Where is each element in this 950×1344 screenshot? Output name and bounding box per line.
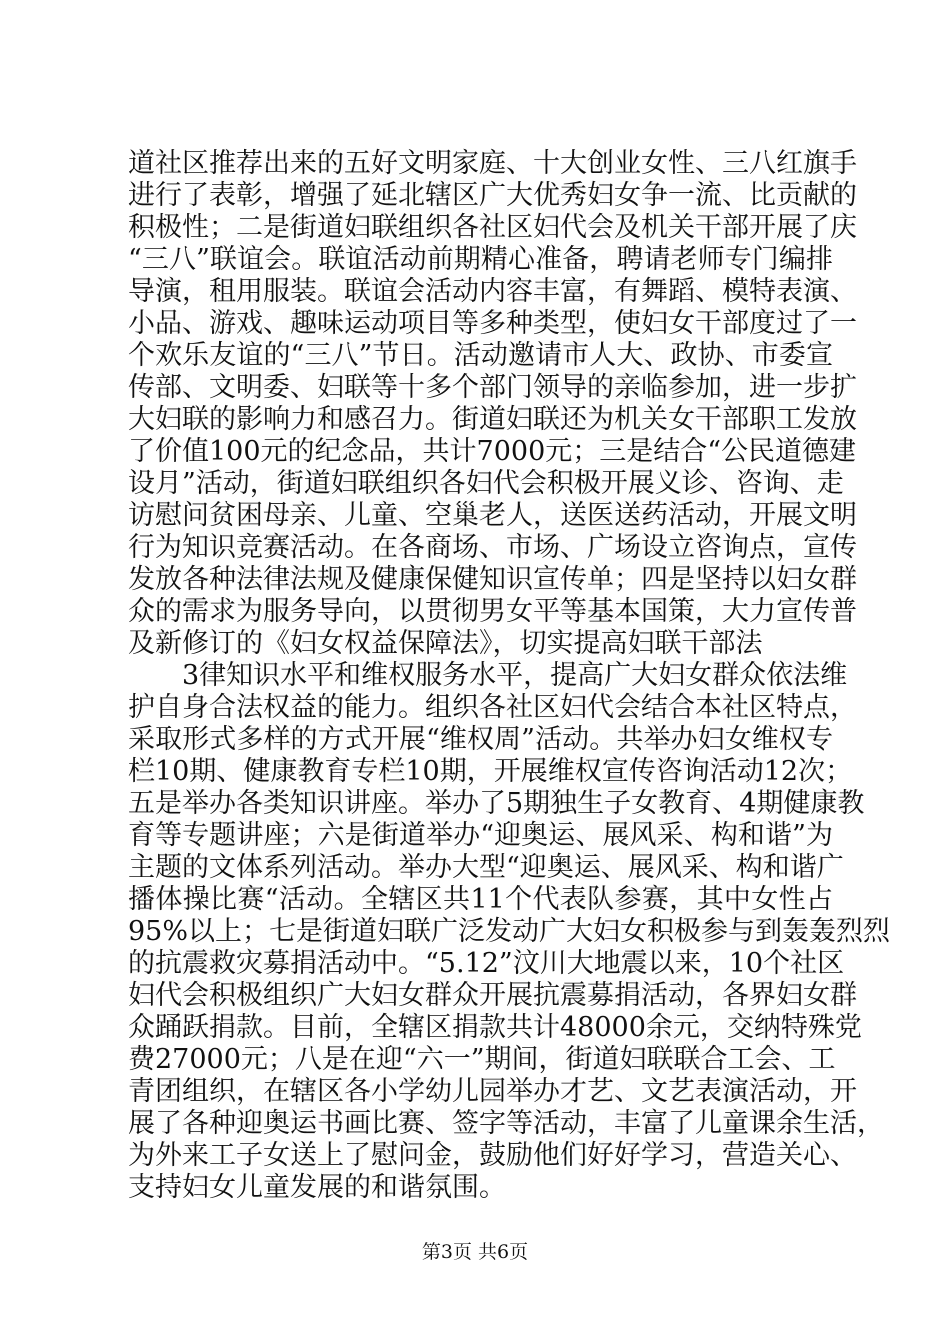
text-line: 展了各种迎奥运书画比赛、签字等活动，丰富了儿童课余生活， — [128, 1108, 884, 1139]
text-line: 95%以上；七是街道妇联广泛发动广大妇女积极参与到轰轰烈烈 — [128, 916, 891, 947]
text-line: 费27000元；八是在迎“六一”期间，街道妇联联合工会、工 — [128, 1044, 836, 1075]
text-line: 进行了表彰，增强了延北辖区广大优秀妇女争一流、比贡献的 — [128, 180, 857, 211]
text-line: 妇代会积极组织广大妇女群众开展抗震募捐活动，各界妇女群 — [128, 980, 857, 1011]
text-line: 青团组织，在辖区各小学幼儿园举办才艺、文艺表演活动，开 — [128, 1076, 857, 1107]
paragraph-start-line: 3律知识水平和维权服务水平，提高广大妇女群众依法维 — [182, 660, 848, 691]
text-line: 个欢乐友谊的“三八”节日。活动邀请市人大、政协、市委宣 — [128, 340, 833, 371]
text-line: 支持妇女儿童发展的和谐氛围。 — [128, 1172, 506, 1203]
text-line: 主题的文体系列活动。举办大型“迎奥运、展风采、构和谐广 — [128, 852, 844, 883]
text-line: “三八”联谊会。联谊活动前期精心准备，聘请老师专门编排 — [128, 244, 833, 275]
text-line: 栏10期、健康教育专栏10期，开展维权宣传咨询活动12次； — [128, 756, 853, 787]
text-line: 采取形式多样的方式开展“维权周”活动。共举办妇女维权专 — [128, 724, 833, 755]
text-line: 了价值100元的纪念品，共计7000元；三是结合“公民道德建 — [128, 436, 857, 467]
text-line: 道社区推荐出来的五好文明家庭、十大创业女性、三八红旗手 — [128, 148, 857, 179]
text-line: 积极性；二是街道妇联组织各社区妇代会及机关干部开展了庆 — [128, 212, 857, 243]
text-line: 众踊跃捐款。目前，全辖区捐款共计48000余元，交纳特殊党 — [128, 1012, 862, 1043]
text-line: 大妇联的影响力和感召力。街道妇联还为机关女干部职工发放 — [128, 404, 857, 435]
document-body — [128, 148, 891, 1204]
text-line: 众的需求为服务导向，以贯彻男女平等基本国策，大力宣传普 — [128, 596, 857, 627]
text-line: 及新修订的《妇女权益保障法》，切实提高妇联干部法 — [128, 628, 763, 659]
text-line: 五是举办各类知识讲座。举办了5期独生子女教育、4期健康教 — [128, 788, 865, 819]
text-line: 访慰问贫困母亲、儿童、空巢老人，送医送药活动，开展文明 — [128, 500, 857, 531]
text-line: 育等专题讲座；六是街道举办“迎奥运、展风采、构和谐”为 — [128, 820, 833, 851]
page-number-footer: 第3页 共6页 — [421, 1241, 529, 1263]
text-line: 护自身合法权益的能力。组织各社区妇代会结合本社区特点， — [128, 692, 857, 723]
text-line: 播体操比赛“活动。全辖区共11个代表队参赛，其中女性占 — [128, 884, 833, 915]
text-line: 传部、文明委、妇联等十多个部门领导的亲临参加，进一步扩 — [128, 372, 857, 403]
text-line: 导演，租用服装。联谊会活动内容丰富，有舞蹈、模特表演、 — [128, 276, 857, 307]
text-line: 为外来工子女送上了慰问金，鼓励他们好好学习，营造关心、 — [128, 1140, 857, 1171]
text-line: 小品、游戏、趣味运动项目等多种类型，使妇女干部度过了一 — [128, 308, 857, 339]
text-line: 设月”活动，街道妇联组织各妇代会积极开展义诊、咨询、走 — [128, 468, 844, 499]
text-line: 的抗震救灾募捐活动中。“5.12”汶川大地震以来，10个社区 — [128, 948, 845, 979]
text-line: 行为知识竞赛活动。在各商场、市场、广场设立咨询点，宣传 — [128, 532, 857, 563]
text-line: 发放各种法律法规及健康保健知识宣传单；四是坚持以妇女群 — [128, 564, 857, 595]
